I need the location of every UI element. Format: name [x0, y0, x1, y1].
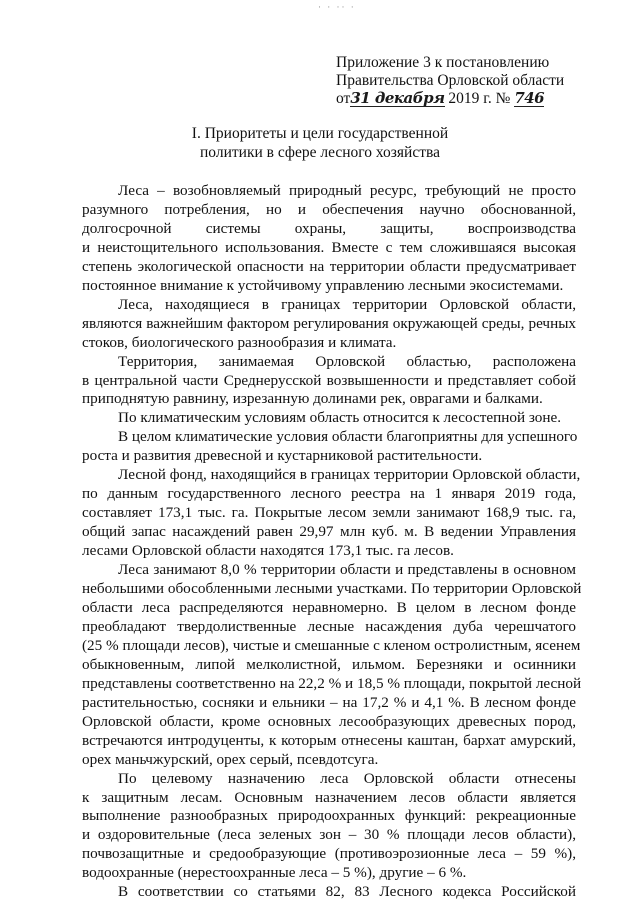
text-line: Леса – возобновляемый природный ресурс, требующий не просто [118, 182, 576, 199]
text-line: В соответствии со статьями 82, 83 Лесного кодекса Российской [118, 883, 576, 901]
text-line: встречаются интродуценты, к которым отнесены каштан, бархат амурский, [82, 731, 576, 749]
handwritten-number: 746 [514, 89, 545, 107]
section-heading [0, 124, 640, 162]
text-line: Лесной фонд, находящийся в границах территории Орловской области, [118, 466, 581, 484]
text-line: почвозащитные и средообразующие (противоэрозионные леса – 59 %), [82, 845, 576, 863]
text-line: лесами Орловской области находятся 173,1 тыс. га лесов. [82, 542, 454, 560]
text-line: представлены соответственно на 22,2 % и 18,5 % площади, покрытой лесной [82, 674, 582, 692]
text-line: выполнение разнообразных природоохранных функций: рекреационные [82, 807, 576, 825]
text-line: небольшими обособленными лесными участками. По территории Орловской [82, 580, 582, 598]
text-line: долгосрочной системы охраны, защиты, воспроизводства [82, 219, 576, 237]
text-line: являются важнейшим фактором регулирования окружающей среды, речных [82, 314, 576, 332]
text-line: в центральной части Среднерусской возвышенности и представляет собой [82, 371, 576, 389]
text-line: Территория, занимаемая Орловской областью, расположена [118, 352, 576, 370]
text-line: Леса занимают 8,0 % территории области и представлены в основном [118, 561, 576, 579]
text-line: водоохранные (нерестоохранные леса – 5 %), другие – 6 %. [82, 864, 467, 882]
text-line: По климатическим условиям область относится к лесостепной зоне. [118, 409, 562, 427]
text-line: роста и развития древесной и кустарниковой растительности. [82, 447, 483, 465]
text-line: и неистощительного использования. Вместе с тем сложившаяся высокая [82, 238, 576, 256]
text-line: преобладают твердолиственные лесные насаждения дуба черешчатого [82, 617, 576, 635]
text-line: к защитным лесам. Основным назначением лесов области является [82, 788, 576, 806]
text-line: и оздоровительные (леса зеленых зон – 30 % площади лесов области), [82, 826, 576, 844]
text-line: Орловской области, кроме основных лесообразующих древесных пород, [82, 712, 576, 730]
text-line: (25 % площади лесов), чистые и смешанные с кленом остролистным, ясенем [82, 636, 581, 654]
body-text [82, 182, 582, 902]
text-line: области леса распределяются неравномерно. В целом в лесном фонде [82, 598, 576, 616]
approval-block [336, 54, 596, 108]
text-line: По целевому назначению леса Орловской области отнесены [118, 769, 576, 787]
handwritten-date: 31 декабря [350, 89, 445, 107]
approval-date-line [336, 90, 596, 108]
text-line: приподнятую равнину, изрезанную долинами рек, оврагами и балками. [82, 390, 543, 408]
text-line: стоков, биологического разнообразия и климата. [82, 333, 397, 351]
text-line: степень экологической опасности на территории области предусматривает [82, 257, 576, 275]
approval-line-1: Приложение 3 к постановлению [336, 54, 550, 71]
approval-date-prefix: от [336, 90, 351, 107]
approval-year: 2019 г. [448, 90, 492, 107]
text-line: по данным государственного лесного реестра на 1 января 2019 года, [82, 485, 576, 503]
text-line: Леса, находящиеся в границах территории Орловской области, [118, 295, 576, 313]
text-line: составляет 173,1 тыс. га. Покрытые лесом земли занимают 168,9 тыс. га, [82, 504, 576, 522]
text-line: постоянное внимание к устойчивому управлению лесными экосистемами. [82, 276, 564, 294]
approval-number-label: № [495, 90, 511, 107]
approval-line-2: Правительства Орловской области [336, 72, 565, 89]
heading-line-2: политики в сфере лесного хозяйства [200, 144, 440, 161]
text-line: растительностью, сосняки и ельники – на 17,2 % и 4,1 %. В лесном фонде [82, 693, 576, 711]
heading-line-1: I. Приоритеты и цели государственной [191, 125, 449, 142]
text-line: В целом климатические условия области благоприятны для успешного [118, 428, 578, 446]
text-line: разумного потребления, но и обеспечения научно обоснованной, [82, 200, 576, 218]
text-line: обыкновенным, липой мелколистной, ильмом. Березняки и осинники [82, 655, 576, 673]
text-line: орех маньчжурский, орех серый, псевдотсуга. [82, 750, 379, 768]
scan-artifact: · · ·· · [318, 2, 356, 12]
text-line: общий запас насаждений равен 29,97 млн куб. м. В ведении Управления [82, 523, 576, 541]
